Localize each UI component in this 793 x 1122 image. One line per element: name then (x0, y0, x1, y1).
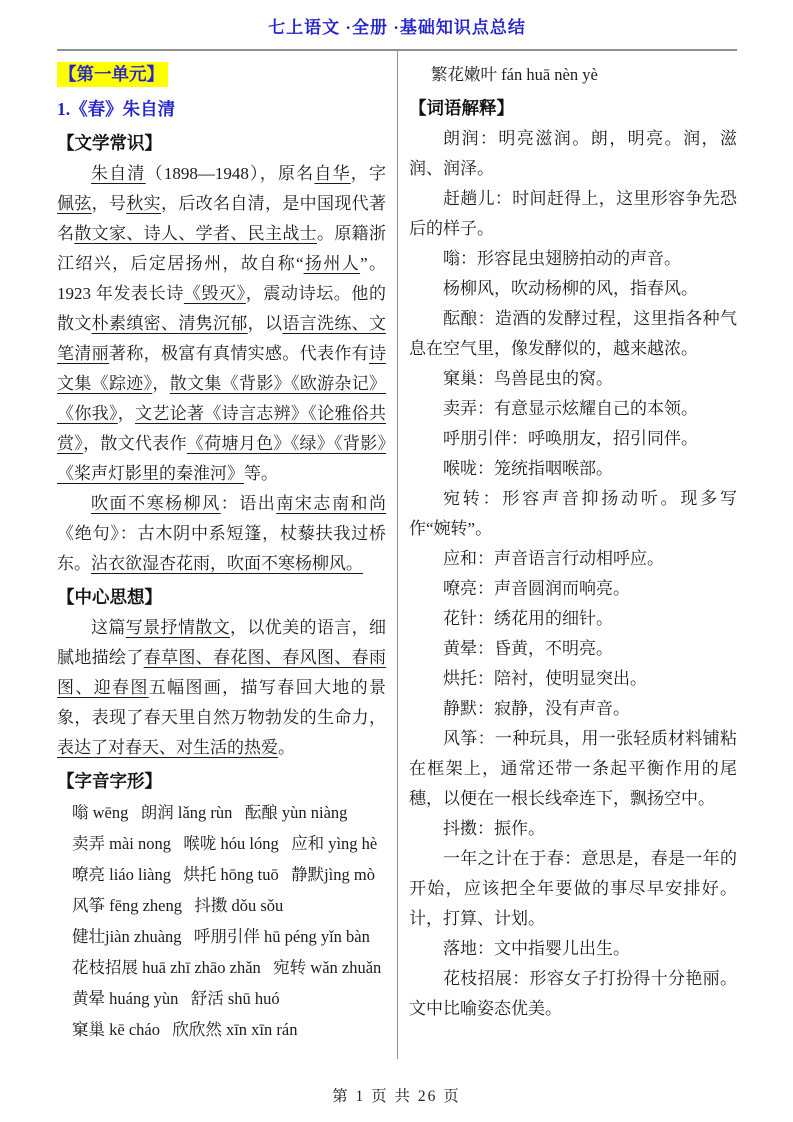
poem-note-paragraph (57, 489, 386, 579)
text-run: 著称，极富有真情实感。代表作有 (109, 344, 369, 363)
section-heading-literature: 【文学常识】 (57, 133, 162, 153)
glossary-definition: 烘托：陪衬，使明显突出。 (443, 669, 647, 688)
text-run: 沾衣欲湿杏花雨，吹面不寒杨柳风。 (91, 554, 363, 573)
text-run: 秋实 (126, 194, 162, 213)
glossary-definition: 花枝招展：形容女子打扮得十分艳丽。文中比喻姿态优美。 (409, 969, 737, 1018)
section-heading-theme: 【中心思想】 (57, 587, 162, 607)
glossary-definition: 应和：声音语言行动相呼应。 (443, 549, 664, 568)
text-run: 自华 (314, 164, 351, 183)
text-run: ， (117, 404, 136, 423)
pinyin-line: 嗡 wēng 朗润 lǎng rùn 酝酿 yùn niàng (72, 803, 348, 822)
pinyin-line: 窠巢 kē cháo 欣欣然 xīn xīn rán (72, 1020, 298, 1039)
text-run: 写景抒情散文 (125, 618, 230, 637)
text-run: 吹面不寒杨柳风 (91, 494, 221, 513)
text-run: 。 (278, 738, 295, 757)
pinyin-line: 卖弄 mài nong 喉咙 hóu lóng 应和 yìng hè (72, 834, 378, 853)
pinyin-list (57, 797, 386, 1045)
glossary-definition: 静默：寂静，没有声音。 (443, 699, 630, 718)
text-run: 佩弦 (57, 194, 92, 213)
unit-heading-row (57, 62, 386, 88)
glossary-definition: 杨柳风，吹动杨柳的风，指春风。 (443, 279, 698, 298)
glossary-definition: 窠巢：鸟兽昆虫的窝。 (443, 369, 613, 388)
text-run: ，以 (247, 314, 283, 333)
text-run: 表达了对春天、对生活的热爱 (57, 738, 278, 757)
theme-paragraph (57, 613, 386, 763)
text-run: 春草图、春花图、春风图、春雨图、迎春图 (57, 648, 387, 697)
unit-heading-highlight: 【第一单元】 (57, 62, 168, 87)
text-run: 。原籍浙江绍兴，后定居扬州，故自称“ (57, 224, 387, 273)
glossary-definition: 卖弄：有意显示炫耀自己的本领。 (443, 399, 698, 418)
text-run: 《毁灭》 (183, 284, 246, 303)
pinyin-line: 黄晕 huáng yùn 舒活 shū huó (72, 989, 280, 1008)
literature-paragraph (57, 159, 386, 489)
page-footer: 第 1 页 共 26 页 (332, 1088, 461, 1105)
text-run: 《绝句》：古木阴中系短篷，杖藜扶我过桥东。 (57, 524, 386, 573)
text-run: 扬州人 (303, 254, 361, 273)
glossary-definition: 风筝：一种玩具，用一张轻质材料铺粘在框架上，通常还带一条起平衡作用的尾穗，以便在一根长线牵连下，飘扬空中。 (409, 729, 737, 808)
glossary-definition: 一年之计在于春：意思是，春是一年的开始，应该把全年要做的事尽早安排好。计，打算、计划。 (409, 849, 737, 928)
text-run: ，号 (91, 194, 127, 213)
text-run: ，散文代表作 (83, 434, 187, 453)
left-column (57, 51, 386, 1059)
pinyin-line: 花枝招展 huā zhī zhāo zhǎn 宛转 wǎn zhuǎn (72, 958, 382, 977)
text-run: 诗文集《踪迹》 (57, 344, 386, 393)
glossary-definition: 落地：文中指婴儿出生。 (443, 939, 630, 958)
glossary-definition: 朗润：明亮滋润。朗，明亮。润，滋润、润泽。 (409, 129, 737, 178)
text-run: ，以优美的语言，细腻地描绘了 (57, 618, 386, 667)
pinyin-line-overflow: 繁花嫩叶 fán huā nèn yè (431, 65, 598, 84)
glossary-definition: 嘹亮：声音圆润而响亮。 (443, 579, 630, 598)
right-column (409, 51, 737, 1059)
glossary-definition: 宛转：形容声音抑扬动听。现多写作“婉转”。 (409, 489, 737, 538)
section-heading-glossary: 【词语解释】 (409, 98, 514, 118)
pinyin-line: 嘹亮 liáo liàng 烘托 hōng tuō 静默jìng mò (72, 865, 375, 884)
doc-title: 七上语文 ·全册 ·基础知识点总结 (268, 18, 526, 37)
text-run: 南宋志南和尚 (276, 494, 387, 513)
text-run: ，后改名自清，是中国现代著名 (57, 194, 387, 243)
glossary-definition: 嗡：形容昆虫翅膀拍动的声音。 (443, 249, 681, 268)
text-run: 五幅图画，描写春回大地的景象，表现了春天里自然万物勃发的生命力， (57, 678, 387, 727)
text-run: 《荷塘月色》《绿》《背影》《桨声灯影里的秦淮河》 (57, 434, 387, 483)
text-run: ：语出 (220, 494, 277, 513)
glossary-definition: 黄晕：昏黄，不明亮。 (443, 639, 613, 658)
text-run: （1898—1948），原名 (145, 164, 315, 183)
text-run: ”。1923 年发表长诗 (57, 254, 387, 303)
lesson-title: 1.《春》朱自清 (57, 99, 176, 119)
section-heading-phonetics: 【字音字形】 (57, 771, 162, 791)
glossary-definition: 喉咙：笼统指咽喉部。 (443, 459, 613, 478)
text-run: 散文家、诗人、学者、民主战士 (74, 224, 318, 243)
text-run: 语言洗练、文笔清丽 (57, 314, 387, 363)
text-run: 这篇 (91, 618, 126, 637)
glossary-definition: 花针：绣花用的细针。 (443, 609, 613, 628)
two-column-layout (57, 51, 737, 1059)
text-run: ，震动诗坛。他的散文 (57, 284, 387, 333)
text-run: ， (152, 374, 170, 393)
text-run: 散文集《背影》《欧游杂记》《你我》 (57, 374, 387, 423)
glossary-definition: 呼朋引伴：呼唤朋友，招引同伴。 (443, 429, 698, 448)
column-divider (397, 51, 398, 1059)
glossary-list (409, 124, 737, 1024)
text-run: 朴素缜密、清隽沉郁 (91, 314, 248, 333)
pinyin-line: 风筝 fēng zheng 抖擞 dǒu sǒu (72, 896, 284, 915)
glossary-definition: 酝酿：造酒的发酵过程，这里指各种气息在空气里，像发酵似的，越来越浓。 (409, 309, 737, 358)
pinyin-line: 健壮jiàn zhuàng 呼朋引伴 hū péng yǐn bàn (72, 927, 370, 946)
glossary-definition: 抖擞：振作。 (443, 819, 545, 838)
text-run: 等。 (244, 464, 278, 483)
text-run: 朱自清 (91, 164, 146, 183)
glossary-definition: 赶趟儿：时间赶得上，这里形容争先恐后的样子。 (409, 189, 737, 238)
text-run: 文艺论著《诗言志辨》《论雅俗共赏》 (57, 404, 387, 453)
text-run: ，字 (350, 164, 387, 183)
